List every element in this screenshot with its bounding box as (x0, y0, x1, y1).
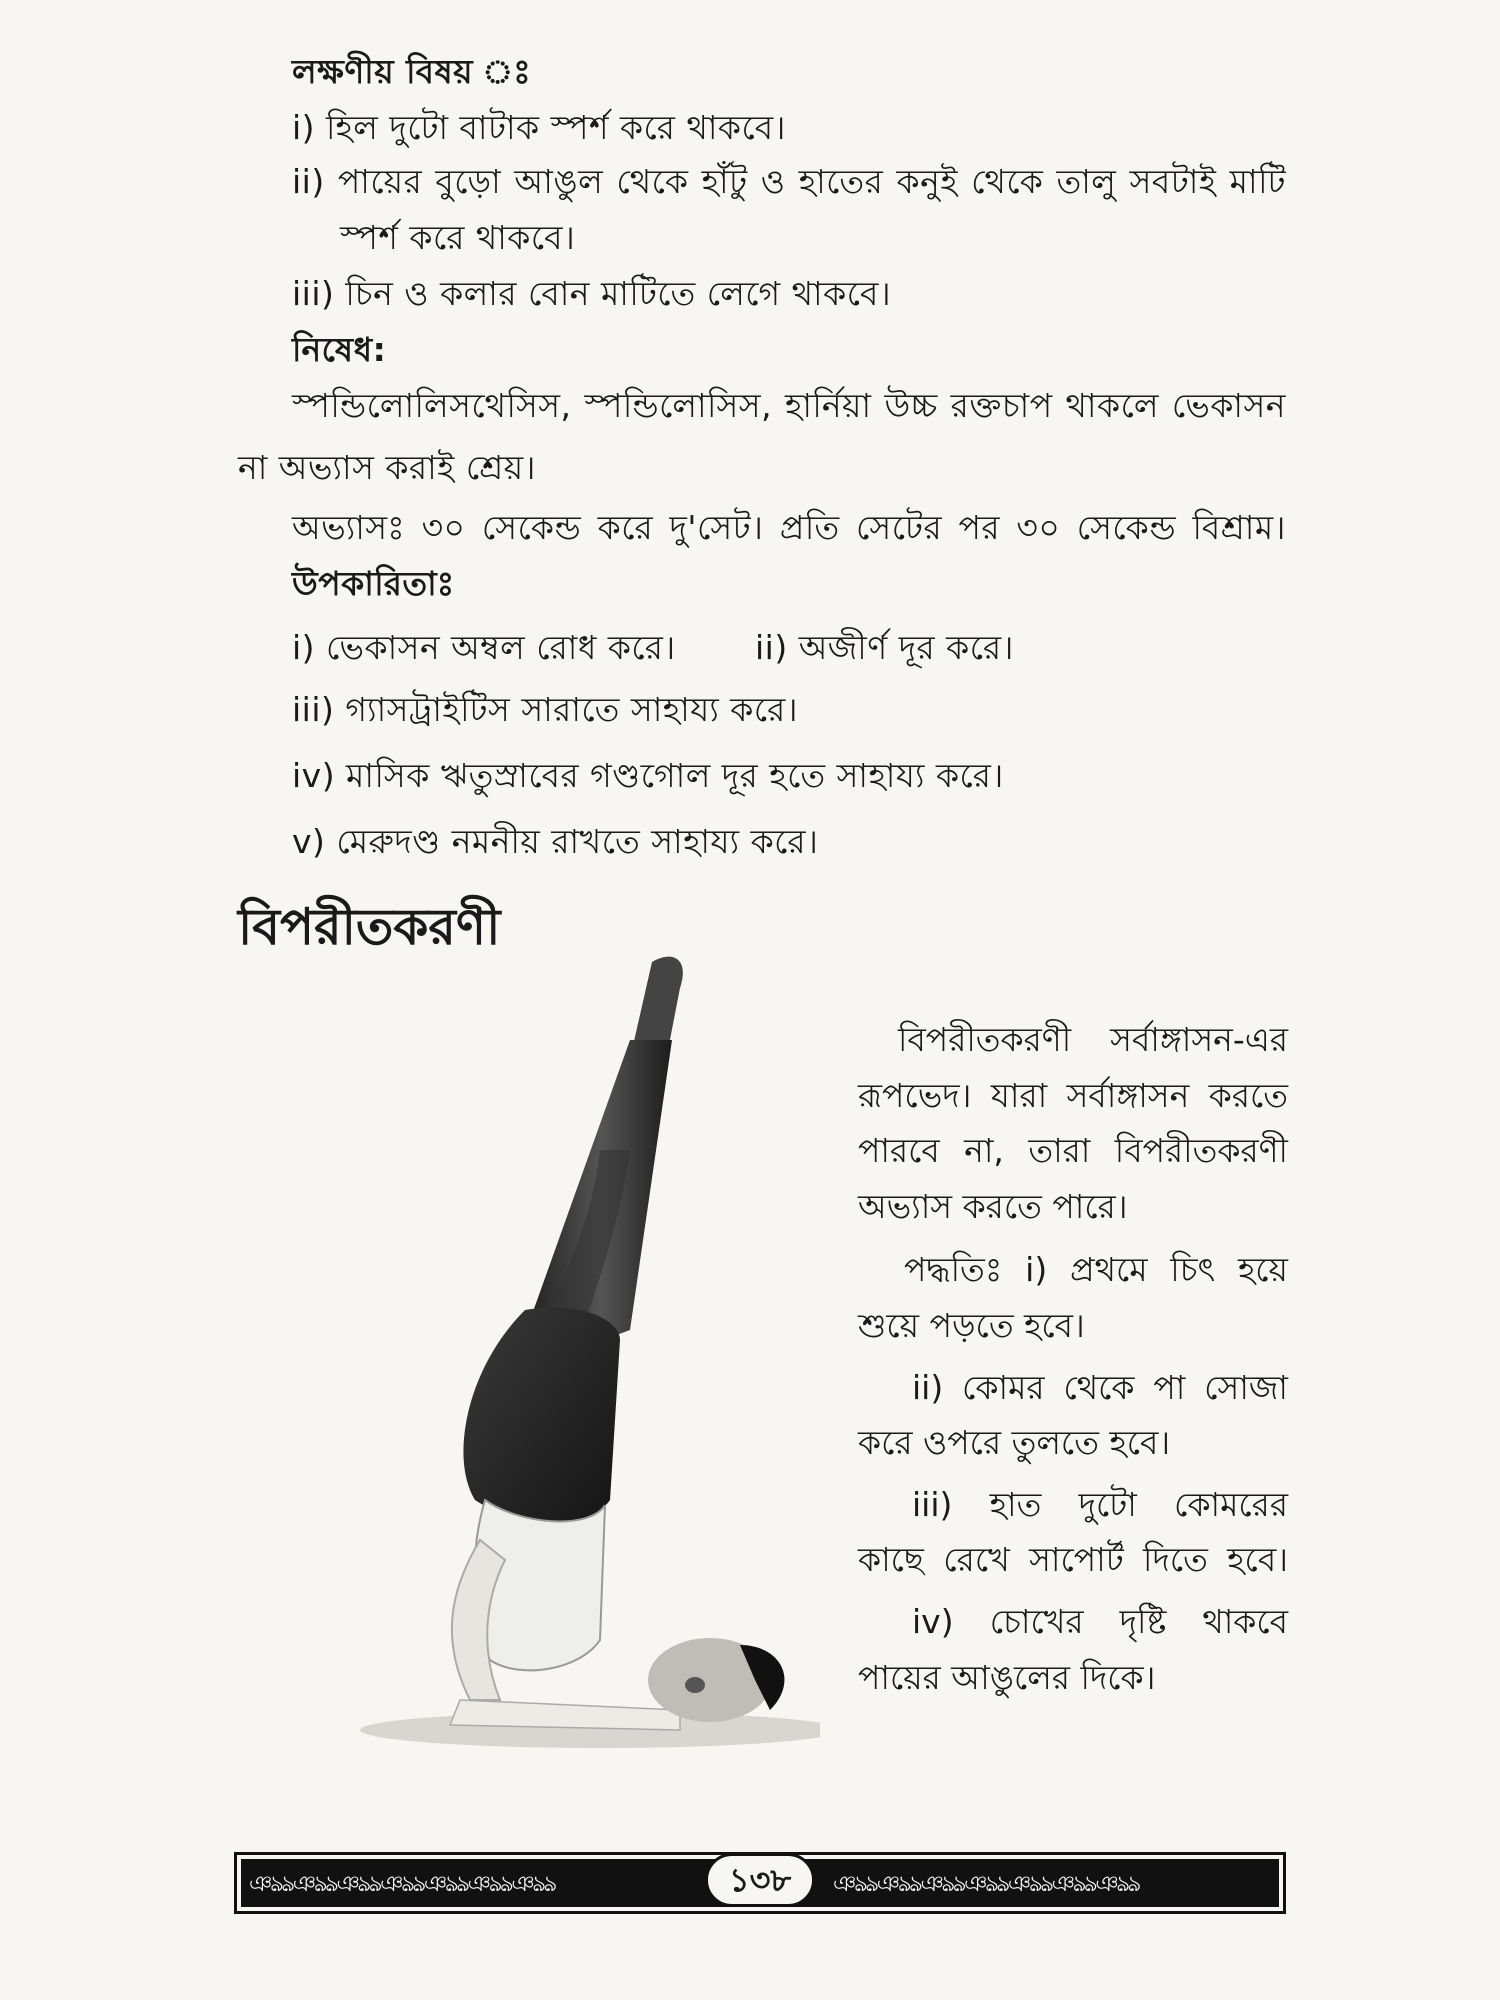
intro-line: অভ্যাস করতে পারে। (858, 1186, 1128, 1226)
page-footer-border (234, 1852, 1286, 1914)
intro-line: বিপরীতকরণী সর্বাঙ্গাসন-এর (898, 1020, 1288, 1059)
benefit-item: i) ভেকাসন অম্বল রোধ করে। (292, 628, 676, 667)
intro-line: পারবে না, তারা বিপরীতকরণী (858, 1131, 1288, 1171)
benefits-title: উপকারিতাঃ (292, 564, 455, 603)
practice-text: অভ্যাসঃ ৩০ সেকেন্ড করে দু'সেট। প্রতি সেটের পর ৩০ সেকেন্ড বিশ্রাম। (292, 508, 1286, 547)
footer-ornament-right: ঞঌঌঞঌঌঞঌঌঞঌঌঞঌঌঞঌঌঞঌঌ (833, 1872, 1140, 1897)
method-line: শুয়ে পড়তে হবে। (858, 1305, 1085, 1345)
intro-paragraph (858, 1020, 1288, 1697)
note-item-continued: স্পর্শ করে থাকবে। (340, 218, 576, 257)
method-line: করে ওপরে তুলতে হবে। (858, 1423, 1171, 1463)
method-line: কাছে রেখে সাপোর্ট দিতে হবে। (858, 1540, 1288, 1580)
prohibition-text: না অভ্যাস করাই শ্রেয়। (238, 448, 536, 487)
benefit-item: iii) গ্যাসট্রাইটিস সারাতে সাহায্য করে। (292, 690, 799, 729)
page-number: ১৩৮ (705, 1853, 815, 1907)
section-heading: বিপরীতকরণী (238, 898, 501, 956)
notes-title: লক্ষণীয় বিষয় ঃ (292, 52, 532, 91)
method-line: ii) কোমর থেকে পা সোজা (912, 1367, 1288, 1407)
benefit-item: iv) মাসিক ঋতুস্রাবের গণ্ডগোল দূর হতে সাহায্য করে। (292, 756, 1004, 795)
footer-ornament-left: ঞঌঌঞঌঌঞঌঌঞঌঌঞঌঌঞঌঌঞঌঌ (249, 1872, 556, 1897)
note-item: i) হিল দুটো বাটাক স্পর্শ করে থাকবে। (292, 108, 786, 147)
method-line: পায়ের আঙুলের দিকে। (858, 1657, 1156, 1697)
benefit-item: v) মেরুদণ্ড নমনীয় রাখতে সাহায্য করে। (292, 822, 819, 861)
prohibition-title: নিষেধ: (292, 330, 387, 369)
note-item: ii) পায়ের বুড়ো আঙুল থেকে হাঁটু ও হাতের কনুই থেকে তালু সবটাই মাটি (292, 162, 1286, 201)
method-line: iv) চোখের দৃষ্টি থাকবে (912, 1601, 1288, 1641)
viparita-karani-photo (300, 940, 820, 1790)
intro-line: রূপভেদ। যারা সর্বাঙ্গাসন করতে (858, 1075, 1288, 1115)
method-line: iii) হাত দুটো কোমরের (912, 1484, 1288, 1524)
prohibition-text: স্পন্ডিলোলিসথেসিস, স্পন্ডিলোসিস, হার্নিয়া উচ্চ রক্তচাপ থাকলে ভেকাসন (292, 386, 1286, 425)
benefit-item: ii) অজীর্ণ দূর করে। (755, 628, 1014, 667)
method-line: পদ্ধতিঃ i) প্রথমে চিৎ হয়ে (904, 1250, 1288, 1290)
note-item: iii) চিন ও কলার বোন মাটিতে লেগে থাকবে। (292, 274, 892, 313)
